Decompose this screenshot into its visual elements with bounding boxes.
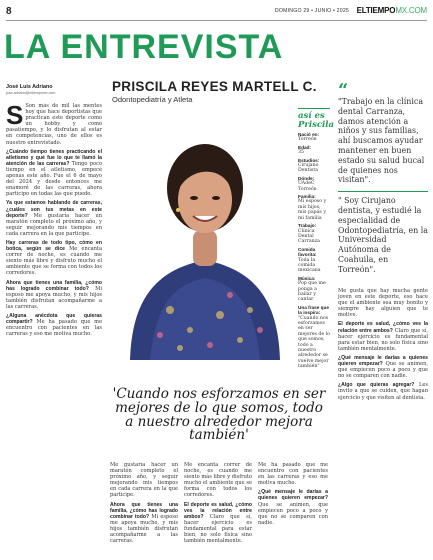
question: ¿Qué mensaje le darías a quienes quieren empezar?: [258, 489, 328, 502]
answer: Me gustaría hacer un maratón completo el próximo año, y seguir mejorando mis tiempos en cada carrera en la que participe.: [110, 462, 178, 499]
article-column-right: [338, 288, 428, 558]
fact-label: Trabajo:: [298, 223, 317, 229]
fact-work: [298, 223, 330, 245]
fact-music: [298, 276, 330, 303]
fact-label: Una frase que la inspira:: [298, 304, 329, 316]
answer: Claro que sí, hacer ejercicio es fundamental para estar bien, no solo física sino también mentalmente.: [184, 513, 252, 545]
fact-label: Familia:: [298, 194, 316, 200]
brand-logo: [357, 6, 427, 15]
question: ¿Qué mensaje le darías a quienes quieren empezar?: [338, 354, 428, 368]
fact-where: [298, 176, 330, 192]
answer: Me ha pasado que me encuentro con pacientes en las carreras y eso me motiva mucho.: [6, 319, 102, 338]
paragraph: Me gusta que hay mucha gente joven en este deporte, eso hace que el ambiente sea muy bonito y siempre hay alguien que te motive.: [338, 288, 428, 319]
profile-sidebar: [298, 108, 335, 370]
publication-date: DOMINGO 29 • JUNIO • 2025: [274, 8, 349, 14]
subject-name: PRISCILA REYES MARTELL C.: [112, 79, 317, 94]
author-email: jose.adriano@eltiempomx.com: [6, 91, 56, 95]
question: Hay carreras de todo tipo, cómo en botica, según se dice: [6, 239, 102, 253]
answer: Mi esposo me apoya mucho, y mis hijos también disfrutan acompañarme a las carreras.: [6, 285, 102, 310]
answer: Me ha pasado que me encuentro con pacientes en las carreras y eso me motiva mucho.: [258, 462, 328, 487]
sidebar-heading: [298, 111, 335, 130]
answer: Mi esposo me apoya mucho, y mis hijos también disfrutan acompañarme a las carreras.: [110, 513, 178, 545]
quotes-column: [338, 80, 428, 275]
highlight-quote-2: " Soy Cirujano dentista, y estudié la especialidad de Odontopediatría, en la Universidad Autónoma de Coahuila, en Torreón".: [338, 196, 428, 274]
fact-value: Torreón: [298, 137, 317, 143]
fact-food: [298, 247, 330, 274]
fact-value: "Cuando nos esforzamos en ser mejores de lo que somos, todo a nuestro alrededor se vuelve mejor también": [298, 315, 330, 370]
fact-value: Cirujano Dentista: [298, 163, 319, 174]
brand-main: ELTIEMPO: [356, 6, 396, 15]
answer: Tengo poco tiempo en el atletismo, empecé apenas este año. Fue el 6 de mayo del 2024 y desde entonces me enamoré de las carreras, ahora participo en todas las que puedo.: [6, 160, 102, 198]
article-column-mid-2: [184, 462, 252, 558]
fact-value: 35: [298, 150, 304, 156]
question: ¿Algo que quieras agregar?: [338, 382, 415, 389]
brand-suffix: MX.COM: [395, 6, 427, 15]
question: ¿Alguna anécdota que quieras compartir?: [6, 313, 102, 326]
quote-mark-icon: “: [338, 80, 349, 101]
sidebar-heading-line1: así es: [298, 111, 325, 121]
answer: Claro que sí, hacer ejercicio es fundamental para estar bien, no solo física sino también mentalmente.: [338, 327, 428, 352]
answer: Que se animen, que empiecen poco a poco y que no se comparen con nadie.: [338, 361, 428, 380]
intro-text: Son más de mil las mentes hoy que hace deportistas que practican este deporte como un hobby y como pasatiempo, y lo disfrutan al estar en competencias, uno de ellos es nuestro entrevistado.: [6, 103, 102, 146]
question: El deporte es salud, ¿cómo ves la relación entre ambos?: [184, 501, 252, 520]
fact-value: Clínica Dental Carranza: [298, 228, 320, 245]
portrait-illustration: [110, 110, 294, 360]
fact-birthplace: [298, 132, 330, 143]
question: ¿Cuándo tiempo tienes practicando el atletismo y qué fue lo que te llamó la atención de las carreras?: [6, 148, 102, 167]
section-title: LA ENTREVISTA: [4, 28, 284, 66]
fact-label: Estudios:: [298, 157, 320, 163]
answer: Les invito a que se cuiden, que hagan ejercicio y que visiten al dentista.: [338, 382, 428, 401]
fact-label: Música:: [298, 275, 316, 281]
answer: Que se animen, que empiecen poco a poco y que no se comparen con nadie.: [258, 501, 328, 526]
subject-photo: [110, 110, 294, 360]
page-number: 8: [6, 6, 12, 17]
question: Ahora que tienes una familia, ¿cómo has logrado combinar todo?: [6, 279, 102, 292]
question: Ahora que tienes una familia, ¿cómo has logrado combinar todo?: [110, 501, 178, 520]
fact-value: Toda la comida mexicana: [298, 257, 321, 274]
question: El deporte es salud, ¿cómo ves la relación entre ambos?: [338, 321, 428, 334]
fact-value: Mi esposo y mis hijos, mis papás y mi familia: [298, 199, 327, 221]
fact-value: Pop que me ponga a bailar y cantar: [298, 281, 326, 303]
answer: Me encanta correr de noche, es cuando me siento más libre y disfruto mucho el ambiente que se forma con todos los corredores.: [184, 462, 252, 499]
fact-label: Dónde:: [298, 175, 315, 181]
fact-phrase: [298, 305, 330, 370]
byline: [6, 84, 96, 95]
article-column-mid-1: [110, 462, 178, 558]
fact-age: [298, 145, 330, 156]
fact-label: Nació en:: [298, 132, 320, 137]
article-column-mid-3: [258, 462, 328, 558]
page-header: [6, 6, 427, 21]
subject-role: Odontopediatría y Atleta: [112, 95, 193, 104]
article-column-left: [6, 103, 102, 558]
highlight-quote-1: "Trabajo en la clínica dental Carranza, damos atención a niños y sus familias, ahí buscamos ayudar mantener en buen estado su salud bucal de quienes nos visitan".: [338, 97, 425, 185]
question: Ya que estamos hablando de carreras, ¿cuáles son tus metas en este deporte?: [6, 200, 102, 219]
fact-label: Comida favorita:: [298, 246, 317, 258]
fact-family: [298, 194, 330, 221]
pull-quote: 'Cuando nos esforzamos en ser mejores de lo que somos, todo a nuestro alrededor mejora también': [112, 386, 326, 444]
sidebar-heading-line2: Priscila: [298, 120, 335, 130]
fact-value: UAdeC Torreón: [298, 181, 317, 192]
drop-cap: S: [6, 103, 24, 130]
fact-label: Edad:: [298, 144, 312, 150]
fact-studies: [298, 158, 330, 174]
answer: Me gustaría hacer un maratón completo el próximo año, y seguir mejorando mis tiempos en cada carrera en la que participe.: [6, 212, 102, 237]
author-name: José Luis Adriano: [6, 84, 53, 90]
divider: [338, 191, 428, 192]
answer: Me encanta correr de noche, es cuando me siento más libre y disfruto mucho el ambiente que se forma con todos los corredores.: [6, 246, 102, 277]
